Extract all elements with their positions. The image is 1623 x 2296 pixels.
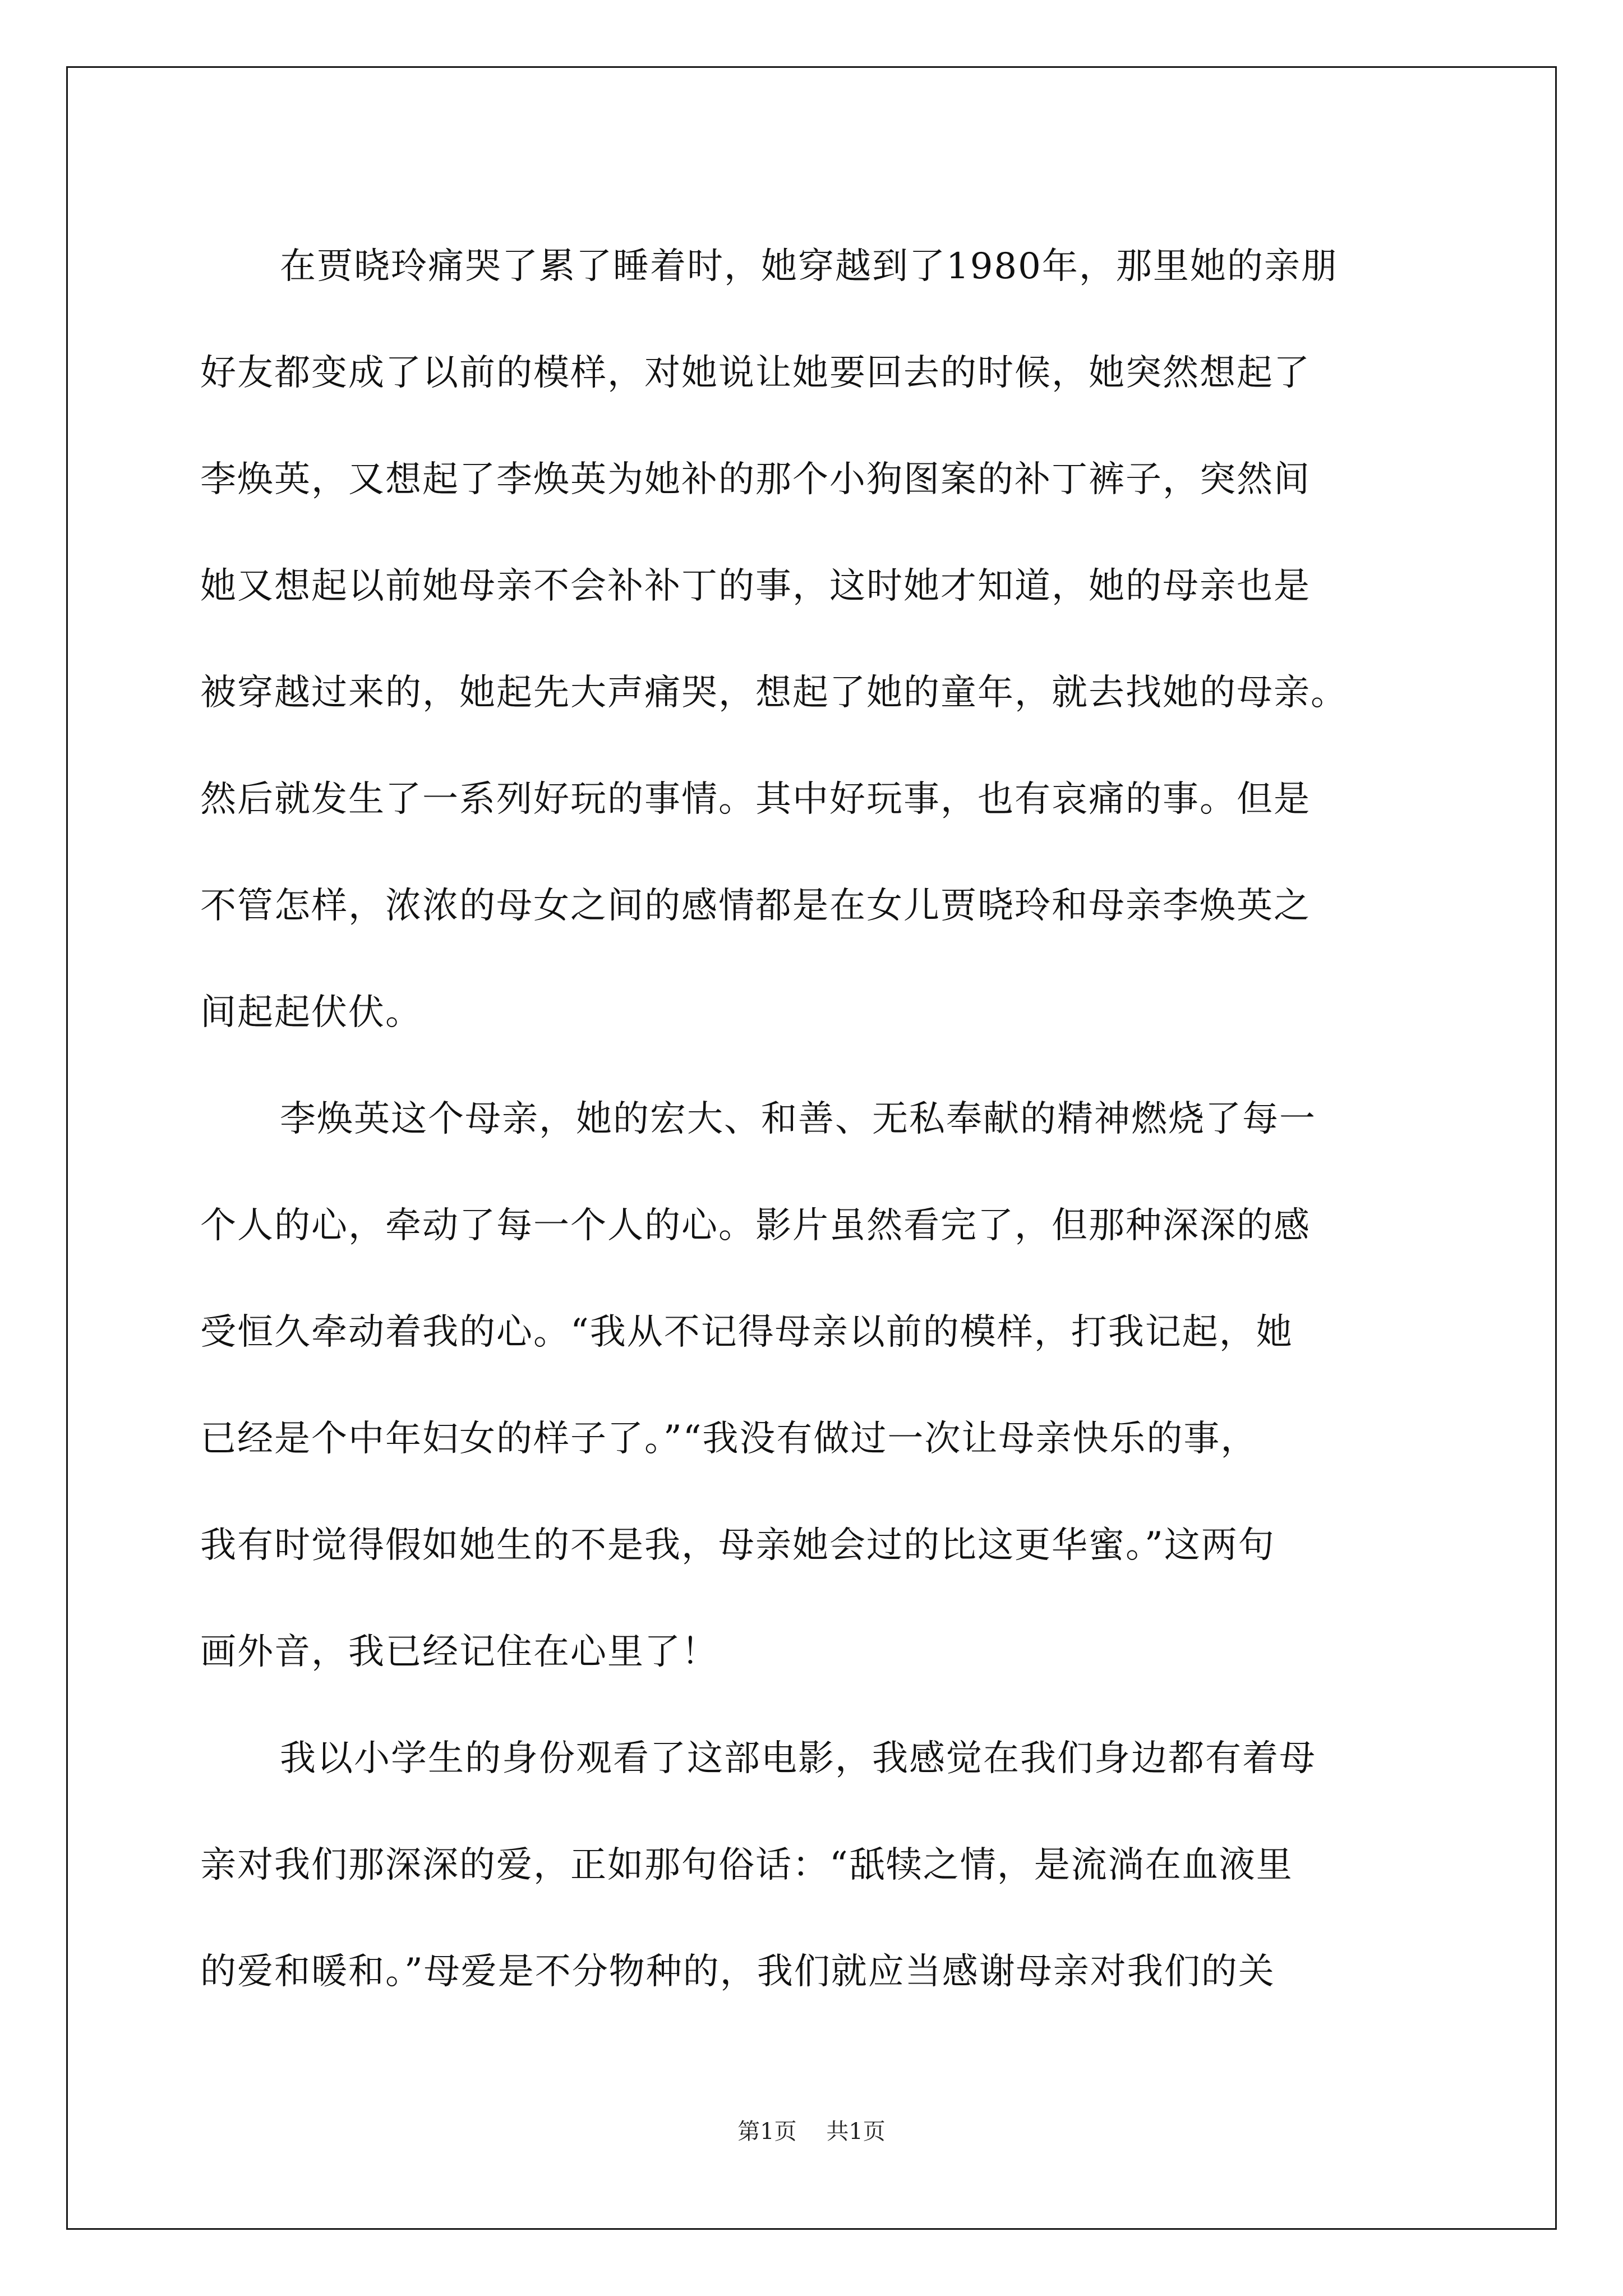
text-line: 受恒久牵动着我的心。“我从不记得母亲以前的模样，打我记起，她 xyxy=(200,1312,1293,1353)
text-line: 我以小学生的身份观看了这部电影，我感觉在我们身边都有着母 xyxy=(280,1738,1316,1779)
page-total: 共1页 xyxy=(826,2119,886,2145)
document-body xyxy=(200,213,1434,2025)
page-footer xyxy=(0,2114,1623,2146)
text-line: 好友都变成了以前的模样，对她说让她要回去的时候，她突然想起了 xyxy=(200,352,1311,394)
text-line: 李焕英这个母亲，她的宏大、和善、无私奉献的精神燃烧了每一 xyxy=(280,1098,1316,1140)
page-number: 第1页 xyxy=(737,2119,797,2145)
text-line: 亲对我们那深深的爱，正如那句俗话：“舐犊之情，是流淌在血液里 xyxy=(200,1844,1293,1886)
text-line: 我有时觉得假如她生的不是我，母亲她会过的比这更华蜜。”这两句 xyxy=(200,1525,1275,1566)
text-line: 个人的心，牵动了每一个人的心。影片虽然看完了，但那种深深的感 xyxy=(200,1205,1311,1246)
text-line: 已经是个中年妇女的样子了。”“我没有做过一次让母亲快乐的事， xyxy=(200,1418,1258,1460)
paragraph xyxy=(200,1705,1434,2025)
text-line: 画外音，我已经记住在心里了！ xyxy=(200,1631,718,1673)
text-line: 不管怎样，浓浓的母女之间的感情都是在女儿贾晓玲和母亲李焕英之 xyxy=(200,885,1311,927)
text-line: 间起起伏伏。 xyxy=(200,992,422,1033)
paragraph xyxy=(200,213,1434,1066)
text-line: 被穿越过来的，她起先大声痛哭，想起了她的童年，就去找她的母亲。 xyxy=(200,672,1348,714)
text-line: 她又想起以前她母亲不会补补丁的事，这时她才知道，她的母亲也是 xyxy=(200,565,1311,607)
text-line: 然后就发生了一系列好玩的事情。其中好玩事，也有哀痛的事。但是 xyxy=(200,779,1311,820)
text-line: 的爱和暖和。”母爱是不分物种的，我们就应当感谢母亲对我们的关 xyxy=(200,1951,1275,1993)
text-line: 李焕英，又想起了李焕英为她补的那个小狗图案的补丁裤子，突然间 xyxy=(200,459,1311,500)
paragraph xyxy=(200,1066,1434,1705)
text-line: 在贾晓玲痛哭了累了睡着时，她穿越到了1980年，那里她的亲朋 xyxy=(280,246,1338,287)
